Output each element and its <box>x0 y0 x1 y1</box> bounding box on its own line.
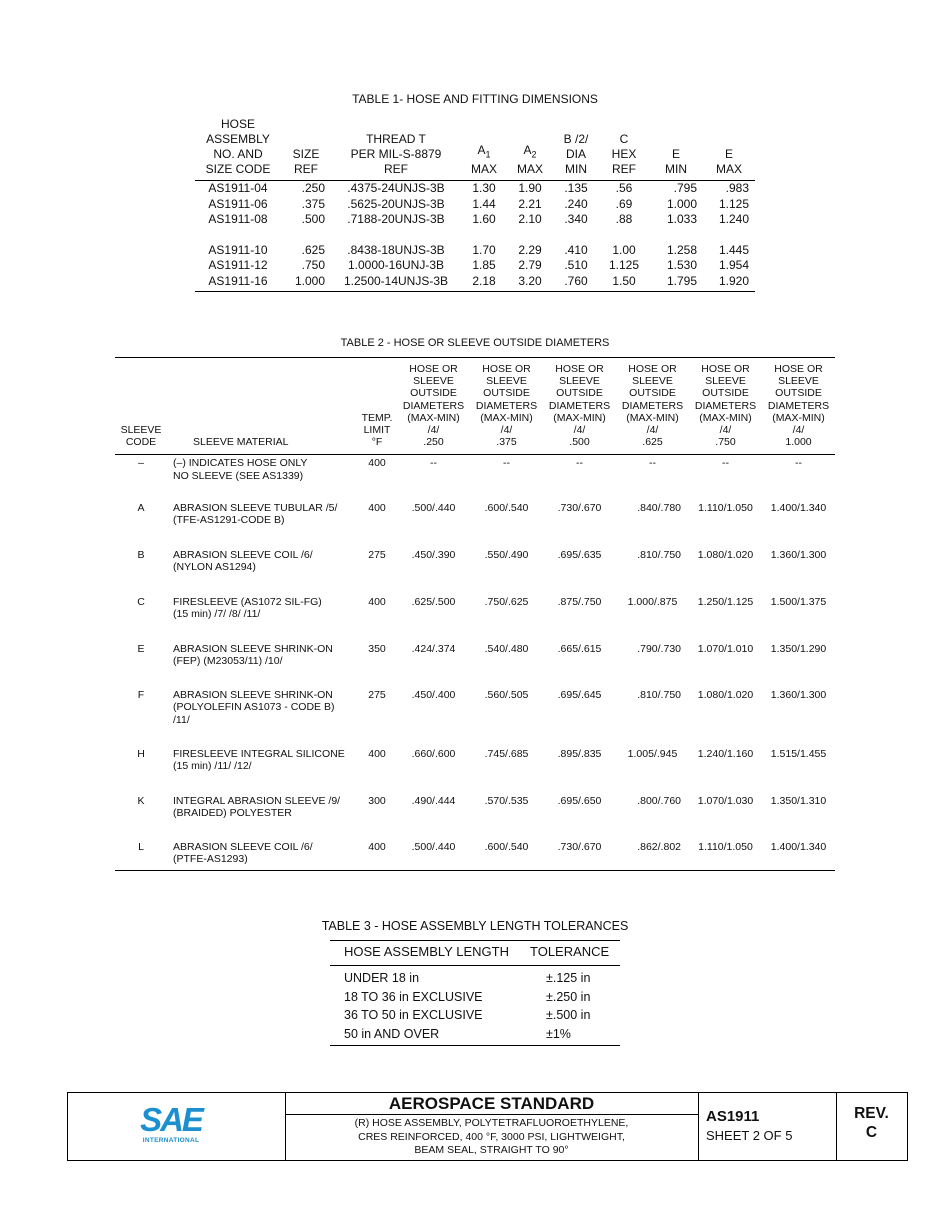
table1-header-e-min: E MIN <box>649 117 703 181</box>
table-row: F ABRASION SLEEVE SHRINK-ON (POLYOLEFIN AS1073 - CODE B) /11/ 275 .450/.400 .560/.505 .695/.645 .810/.750 1.080/1.020 1.360/1.300 <box>137 688 827 726</box>
table-row: E ABRASION SLEEVE SHRINK-ON (FEP) (M23053/11) /10/ 350 .424/.374 .540/.480 .665/.615 .790/.730 1.070/1.010 1.350/1.290 <box>137 642 827 668</box>
table-row: 36 TO 50 in EXCLUSIVE ±.500 in <box>344 1008 591 1022</box>
table-row: AS1911-06 .375 .5625-20UNJS-3B 1.44 2.21 .240 .69 1.000 1.125 <box>208 196 749 211</box>
table1-header-a1: $A_1$ MAX <box>461 117 507 181</box>
table1-header-b: B /2/ DIA MIN <box>553 117 599 181</box>
title-block <box>67 1092 908 1161</box>
table1-header-e-max: E MAX <box>703 117 755 181</box>
table2-header-material: SLEEVE MATERIAL <box>167 358 357 455</box>
table1-header-size: SIZE REF <box>281 117 331 181</box>
standard-heading: AEROSPACE STANDARD <box>285 1093 698 1115</box>
table-row: L ABRASION SLEEVE COIL /6/ (PTFE-AS1293) 400 .500/.440 .600/.540 .730/.670 .862/.802 1.110/1.050 1.400/1.340 <box>115 841 835 871</box>
revision-label: REV. <box>854 1105 889 1122</box>
table-row: UNDER 18 in ±.125 in <box>344 971 591 985</box>
table1-header-row <box>195 117 755 181</box>
table-row: AS1911-04 .250 .4375-24UNJS-3B 1.30 1.90 .135 .56 .795 .983 <box>208 181 749 195</box>
table-row: 50 in AND OVER ±1% <box>344 1026 571 1041</box>
revision-value: C <box>865 1124 878 1141</box>
table2-header-code: SLEEVE CODE <box>115 358 167 455</box>
table3-header-length: HOSE ASSEMBLY LENGTH <box>330 941 516 966</box>
doc-number: AS1911 <box>706 1108 760 1125</box>
table-row: B ABRASION SLEEVE COIL /6/ (NYLON AS1294) 275 .450/.390 .550/.490 .695/.635 .810/.750 1.080/1.020 1.360/1.300 <box>137 548 827 574</box>
table2-header-dia-500: HOSE OR SLEEVE OUTSIDE DIAMETERS (MAX-MIN) /4/ .500 <box>543 358 616 455</box>
table-row: AS1911-16 1.000 1.2500-14UNJS-3B 2.18 3.20 .760 1.50 1.795 1.920 <box>195 274 755 292</box>
sae-logo-mark: SAE <box>140 1101 202 1138</box>
doc-number-cell <box>698 1093 837 1160</box>
table-row: H FIRESLEEVE INTEGRAL SILICONE (15 min) /11/ /12/ 400 .660/.600 .745/.685 .895/.835 1.005/.945 1.240/1.160 1.515/1.455 <box>137 747 827 773</box>
table-row: 18 TO 36 in EXCLUSIVE ±.250 in <box>344 989 591 1004</box>
hose-fitting-dimensions-table <box>195 117 755 292</box>
table-spacer <box>195 228 755 243</box>
table-row: A ABRASION SLEEVE TUBULAR /5/ (TFE-AS1291-CODE B) 400 .500/.440 .600/.540 .730/.670 .840/.780 1.110/1.050 1.400/1.340 <box>137 501 827 527</box>
table-row: AS1911-08 .500 .7188-20UNJS-3B 1.60 2.10 .340 .88 1.033 1.240 <box>208 212 749 226</box>
sheet-number: SHEET 2 OF 5 <box>706 1128 793 1143</box>
table3-caption: TABLE 3 - HOSE ASSEMBLY LENGTH TOLERANCES <box>321 919 629 933</box>
table2-header-dia-250: HOSE OR SLEEVE OUTSIDE DIAMETERS (MAX-MIN) /4/ .250 <box>397 358 470 455</box>
table1-header-assembly: HOSE ASSEMBLY NO. AND SIZE CODE <box>195 117 281 181</box>
table-row: – (–) INDICATES HOSE ONLY NO SLEEVE (SEE AS1339) 400 -- -- -- -- -- -- <box>138 457 802 482</box>
sae-logo-subtitle: INTERNATIONAL <box>142 1137 200 1144</box>
table3-header-tolerance: TOLERANCE <box>516 941 620 966</box>
table-row: AS1911-10 .625 .8438-18UNJS-3B 1.70 2.29 .410 1.00 1.258 1.445 <box>208 242 749 257</box>
table-row: C FIRESLEEVE (AS1072 SIL-FG) (15 min) /7/ /8/ /11/ 400 .625/.500 .750/.625 .875/.750 1.000/.875 1.250/1.125 1.500/1.375 <box>137 595 827 621</box>
document-title: (R) HOSE ASSEMBLY, POLYTETRAFLUOROETHYLENE, CRES REINFORCED, 400 °F, 3000 PSI, LIGHTWEIGHT, BEAM SEAL, STRAIGHT TO 90° <box>354 1117 629 1156</box>
table2-header-row <box>115 358 835 455</box>
table2-header-dia-1000: HOSE OR SLEEVE OUTSIDE DIAMETERS (MAX-MIN) /4/ 1.000 <box>762 358 835 455</box>
table1-header-thread: THREAD T PER MIL-S-8879 REF <box>331 117 461 181</box>
table3-header-row <box>330 941 620 966</box>
table2-header-dia-750: HOSE OR SLEEVE OUTSIDE DIAMETERS (MAX-MIN) /4/ .750 <box>689 358 762 455</box>
table2-caption: TABLE 2 - HOSE OR SLEEVE OUTSIDE DIAMETERS <box>340 337 610 349</box>
sae-logo <box>138 1103 204 1144</box>
table1-caption: TABLE 1- HOSE AND FITTING DIMENSIONS <box>352 92 598 106</box>
table2-header-dia-625: HOSE OR SLEEVE OUTSIDE DIAMETERS (MAX-MIN) /4/ .625 <box>616 358 689 455</box>
table2-header-temp: TEMP. LIMIT °F <box>357 358 397 455</box>
table2-header-dia-375: HOSE OR SLEEVE OUTSIDE DIAMETERS (MAX-MIN) /4/ .375 <box>470 358 543 455</box>
title-cell <box>285 1093 699 1160</box>
length-tolerance-table <box>330 940 620 1046</box>
logo-cell <box>68 1093 286 1160</box>
table-row: K INTEGRAL ABRASION SLEEVE /9/ (BRAIDED) POLYESTER 300 .490/.444 .570/.535 .695/.650 .800/.760 1.070/1.030 1.350/1.310 <box>137 794 827 820</box>
table-row: AS1911-12 .750 1.0000-16UNJ-3B 1.85 2.79 .510 1.125 1.530 1.954 <box>208 258 749 272</box>
revision-cell <box>836 1093 907 1160</box>
table1-header-a2: $A_2$ MAX <box>507 117 553 181</box>
table1-header-c: C HEX REF <box>599 117 649 181</box>
sleeve-outside-diameters-table <box>115 357 835 871</box>
